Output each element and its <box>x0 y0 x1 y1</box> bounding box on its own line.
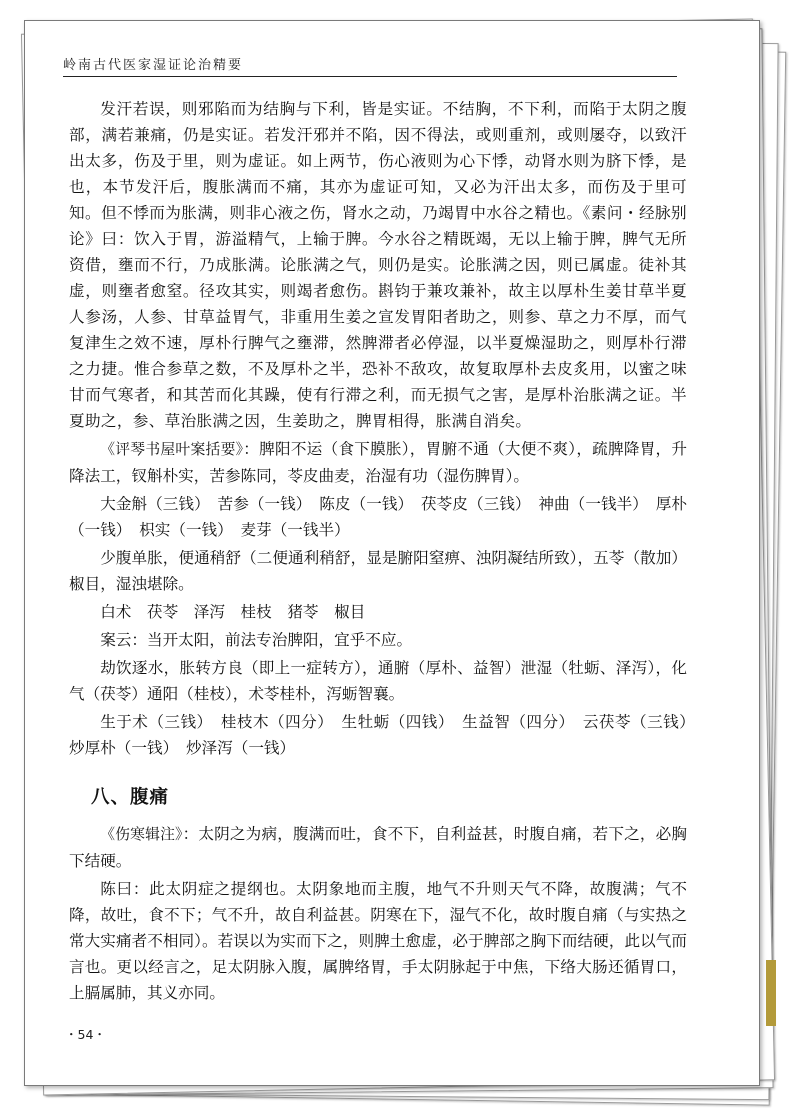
book-edge-tab <box>766 960 776 1026</box>
header-rule <box>63 76 677 77</box>
source-text: ：脾阳不运（食下膜胀），胃腑不通（大便不爽），疏脾降胃，升降法工，钗斛朴实，苦参陈同，苓皮曲麦，治湿有功（湿伤脾胃）。 <box>69 440 687 485</box>
source-title: 《伤寒辑注》 <box>100 826 183 843</box>
source-title: 《评琴书屋叶案括要》 <box>100 441 244 458</box>
prescription: 生于术（三钱） 桂枝木（四分） 生牡蛎（四钱） 生益智（四分） 云茯苓（三钱） 炒厚朴（一钱） 炒泽泻（一钱） <box>69 713 703 757</box>
book-page <box>24 20 760 1086</box>
case-note: 案云：当开太阳，前法专治脾阳，宜乎不应。 <box>100 631 413 649</box>
paragraph: 发汗若误，则邪陷而为结胸与下利，皆是实证。不结胸，不下利，而陷于太阴之腹部，满若兼痛，仍是实证。若发汗邪并不陷，因不得法，或则重剂，或则屡夺，以致汗出太多，伤及于里，则为虚证。如上两节，伤心液则为心下悸，动肾水则为脐下悸，是也，本节发汗后，腹胀满而不痛，其亦为虚证可知，又必为汗出太多，而伤及于里可知。但不悸而为胀满，则非心液之伤，肾水之动，乃竭胃中水谷之精也。《素问・经脉别论》曰：饮入于胃，游溢精气，上输于脾。今水谷之精既竭，无以上输于脾，脾气无所资借，壅而不行，乃成胀满。论胀满之气，则仍是实。论胀满之因，则已属虚。徒补其虚，则壅者愈窒。径攻其实，则竭者愈伤。斟钧于兼攻兼补，故主以厚朴生姜甘草半夏人参汤，人参、甘草益胃气，非重用生姜之宣发胃阳者助之，则参、草之力不厚，而气复津生之效不速，厚朴行脾气之壅滞，然脾滞者必停湿，以半夏燥湿助之，则厚朴行滞之力捷。惟合参草之数，不及厚朴之半，恐补不敌攻，故复取厚朴去皮炙用，以蜜之味甘而气寒者，和其苦而化其躁，使有行滞之利，而无损气之害，是厚朴治胀满之证。半夏助之，参、草治胀满之因，生姜助之，脾胃相得，胀满自消矣。 <box>69 100 687 430</box>
source-text: ：太阴之为病，腹满而吐，食不下，自利益甚，时腹自痛，若下之，必胸下结硬。 <box>69 825 687 870</box>
case-source-paragraph <box>69 436 687 489</box>
running-header: 岭南古代医家湿证论治精要 <box>63 58 244 73</box>
body-text <box>69 96 703 1006</box>
case-note: 劫饮逐水，胀转方良（即上一症转方），通腑（厚朴、益智）泄湿（牡蛎、泽泻），化气（茯苓）通阳（桂枝），术苓桂朴，泻蛎智襄。 <box>69 659 687 703</box>
prescription: 大金斛（三钱） 苦参（一钱） 陈皮（一钱） 茯苓皮（三钱） 神曲（一钱半） 厚朴（一钱） 枳实（一钱） 麦芽（一钱半） <box>69 495 687 539</box>
prescription: 白术 茯苓 泽泻 桂枝 猪苓 椒目 <box>100 603 366 621</box>
page-number: ・54・ <box>65 1027 106 1042</box>
commentary: 陈曰：此太阴症之提纲也。太阴象地而主腹，地气不升则天气不降，故腹满；气不降，故吐，食不下；气不升，故自利益甚。阴寒在下，湿气不化，故时腹自痛（与实热之常大实痛者不相同）。若误以为实而下之，则脾土愈虚，必于脾部之胸下而结硬，此以气而言也。更以经言之，足太阴脉入腹，属脾络胃，手太阴脉起于中焦，下络大肠还循胃口，上膈属肺，其义亦同。 <box>69 880 687 1002</box>
section-heading: 八、腹痛 <box>91 787 170 808</box>
case-note: 少腹单胀，便通稍舒（二便通利稍舒，显是腑阳窒痹、浊阴凝结所致），五苓（散加）椒目，湿浊堪除。 <box>69 549 687 593</box>
section-source-paragraph <box>69 821 687 874</box>
